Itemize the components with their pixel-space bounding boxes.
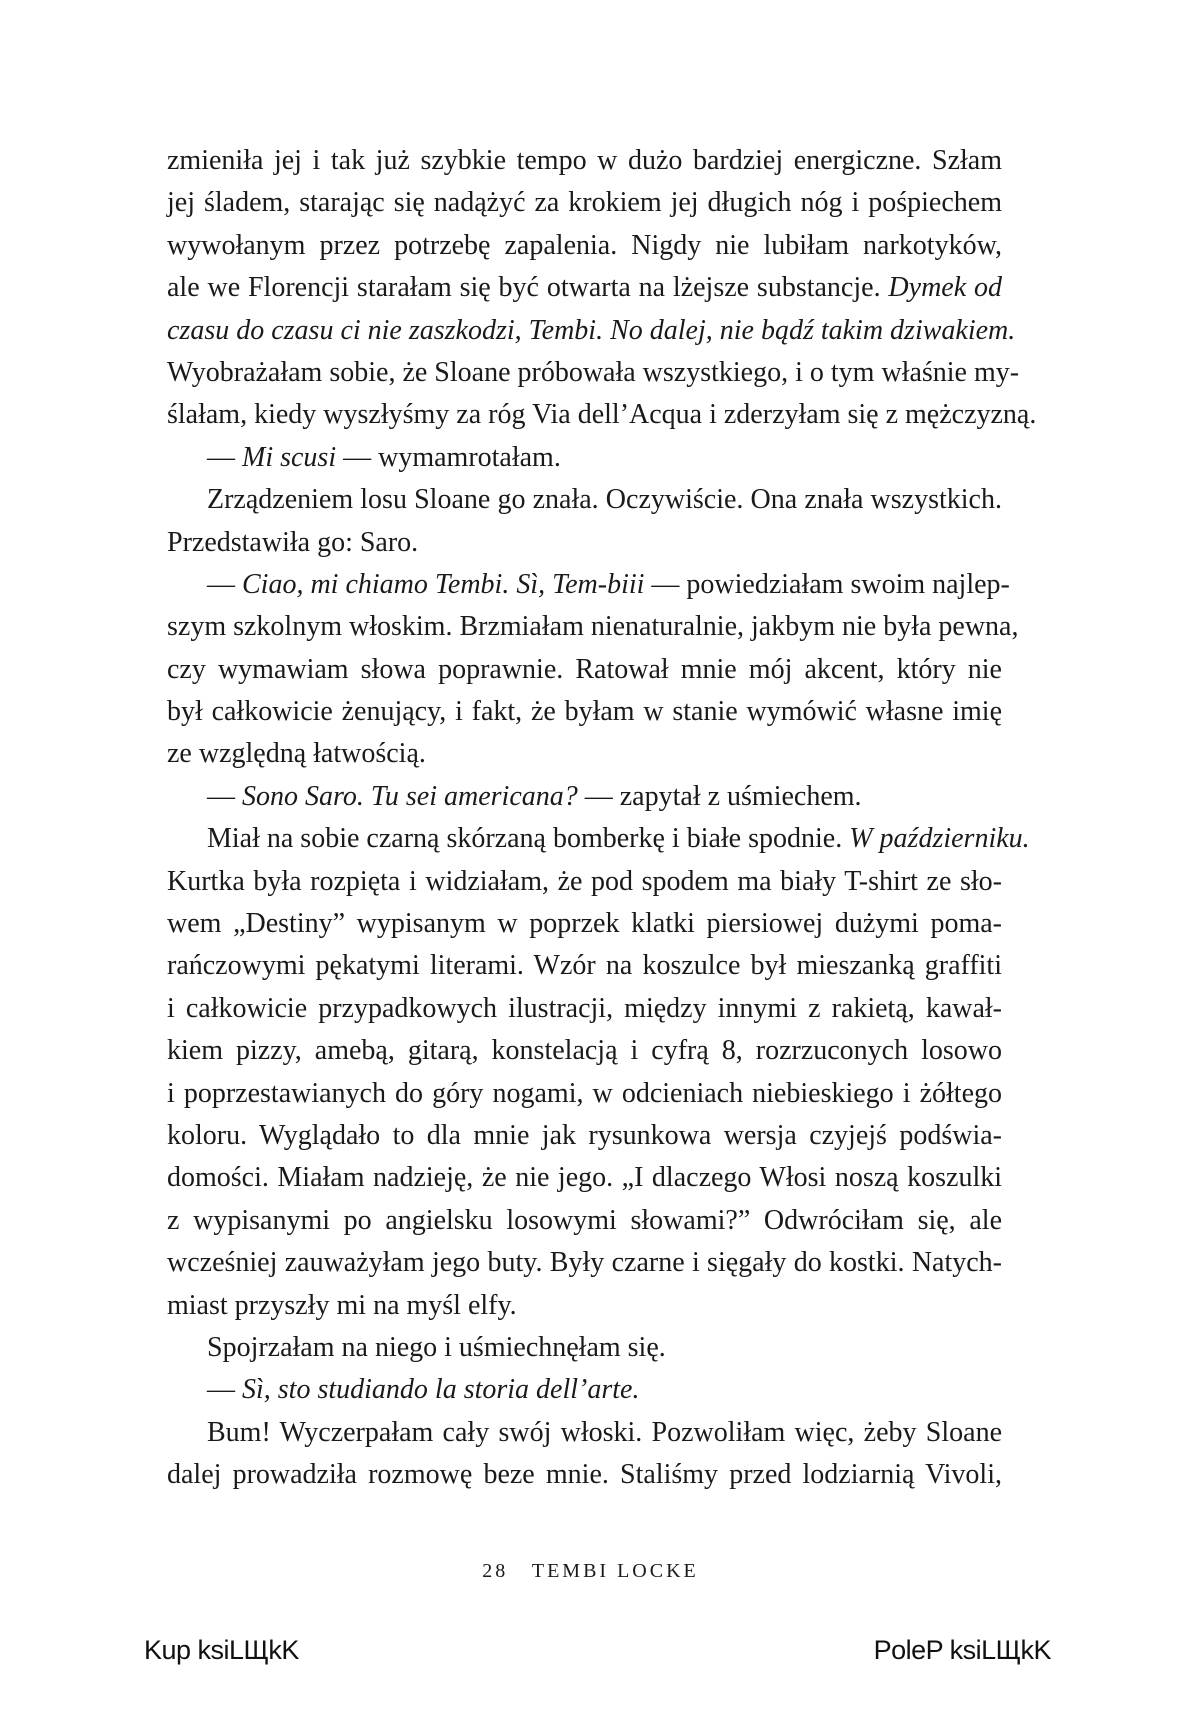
text-segment: i poprzestawianych do góry nogami, w odcieniach niebieskiego i żółtego xyxy=(167,1077,1002,1109)
text-segment: szym szkolnym włoskim. Brzmiałam nienaturalnie, jakbym nie była pewna, xyxy=(167,611,1019,643)
text-line xyxy=(167,225,1002,267)
text-segment: Bum! Wyczerpałam cały swój włoski. Pozwoliłam więc, żeby Sloane xyxy=(207,1416,1002,1448)
page-footer xyxy=(0,1560,1181,1583)
text-line xyxy=(167,903,1002,945)
text-segment: wcześniej zauważyłam jego buty. Były czarne i sięgały do kostki. Natych- xyxy=(167,1247,1002,1279)
text-line xyxy=(167,1115,1002,1157)
text-segment: ślałam, kiedy wyszłyśmy za róg Via dell’Acqua i zderzyłam się z mężczyzną. xyxy=(167,399,1037,431)
text-line xyxy=(167,649,1002,691)
italic-text: Ciao, mi chiamo Tembi. Sì, Tem-biii xyxy=(242,568,645,600)
italic-text: Sì, sto studiando la storia dell’arte. xyxy=(242,1374,640,1406)
text-line xyxy=(167,988,1002,1030)
text-segment: czy wymawiam słowa poprawnie. Ratował mnie mój akcent, który nie xyxy=(167,653,1002,685)
text-segment: wywołanym przez potrzebę zapalenia. Nigdy nie lubiłam narkotyków, xyxy=(167,229,1002,261)
buy-book-link[interactable]: Kup ksiLЩkK xyxy=(144,1635,299,1665)
text-line xyxy=(167,945,1002,987)
text-segment: jej śladem, starając się nadążyć za krokiem jej długich nóg i pośpiechem xyxy=(167,187,1002,219)
italic-text: Sono Saro. Tu sei americana? xyxy=(242,780,578,812)
text-line xyxy=(167,1285,1002,1327)
text-segment: miast przyszły mi na myśl elfy. xyxy=(167,1289,517,1321)
text-segment: koloru. Wyglądało to dla mnie jak rysunkowa wersja czyjejś podświa- xyxy=(167,1119,1002,1151)
text-line xyxy=(167,267,1002,309)
page-body-text xyxy=(167,140,1037,1497)
footer-spacer xyxy=(516,1560,524,1582)
running-header-author: TEMBI LOCKE xyxy=(531,1560,699,1582)
italic-text: W październiku. xyxy=(849,823,1030,855)
recommend-book-link[interactable]: PoleP ksiLЩkK xyxy=(873,1635,1051,1665)
text-segment: — powiedziałam swoim najlep- xyxy=(644,568,1010,600)
text-segment: ale we Florencji starałam się być otwarta na lżejsze substancje. xyxy=(167,272,889,304)
text-segment: Kurtka była rozpięta i widziałam, że pod spodem ma biały T-shirt ze sło- xyxy=(167,865,1002,897)
text-line xyxy=(167,733,1002,775)
text-line xyxy=(167,437,1002,479)
text-line xyxy=(167,606,1019,648)
text-line xyxy=(167,1073,1002,1115)
text-line xyxy=(167,861,1002,903)
text-line xyxy=(167,776,1002,818)
text-segment: — wymamrotałam. xyxy=(336,441,561,473)
page-number: 28 xyxy=(482,1560,509,1582)
text-line xyxy=(167,1030,1002,1072)
text-line xyxy=(167,1200,1002,1242)
text-segment: rańczowymi pękatymi literami. Wzór na koszulce był mieszanką graffiti xyxy=(167,950,1002,982)
text-segment: wem „Destiny” wypisanym w poprzek klatki piersiowej dużymi poma- xyxy=(167,908,1002,940)
text-segment: Zrządzeniem losu Sloane go znała. Oczywiście. Ona znała wszystkich. xyxy=(207,484,1002,516)
text-line xyxy=(167,1412,1002,1454)
text-line xyxy=(167,310,1016,352)
text-line xyxy=(167,818,1030,860)
text-line xyxy=(167,1327,1002,1369)
text-segment: Spojrzałam na niego i uśmiechnęłam się. xyxy=(207,1331,666,1363)
text-segment: Przedstawiła go: Saro. xyxy=(167,526,419,558)
italic-text: Mi scusi xyxy=(242,441,337,473)
text-line xyxy=(167,1157,1002,1199)
text-segment: i całkowicie przypadkowych ilustracji, między innymi z rakietą, kawał- xyxy=(167,992,1002,1024)
text-segment: domości. Miałam nadzieję, że nie jego. „I dlaczego Włosi noszą koszulki xyxy=(167,1162,1002,1194)
text-segment: był całkowicie żenujący, i fakt, że byłam w stanie wymówić własne imię xyxy=(167,696,1002,728)
text-segment: — xyxy=(207,568,242,600)
text-segment: Wyobrażałam sobie, że Sloane próbowała wszystkiego, i o tym właśnie my- xyxy=(167,356,1020,388)
text-segment: dalej prowadziła rozmowę beze mnie. Staliśmy przed lodziarnią Vivoli, xyxy=(167,1459,1002,1491)
text-segment: ze względną łatwością. xyxy=(167,738,426,770)
text-line xyxy=(167,1242,1002,1284)
text-line xyxy=(167,564,1010,606)
text-segment: — xyxy=(207,780,242,812)
text-segment: — xyxy=(207,1374,242,1406)
text-line xyxy=(167,182,1002,224)
text-line xyxy=(167,1369,1002,1411)
text-segment: — zapytał z uśmiechem. xyxy=(577,780,862,812)
text-segment: Miał na sobie czarną skórzaną bomberkę i białe spodnie. xyxy=(207,823,850,855)
text-line xyxy=(167,479,1002,521)
italic-text: czasu do czasu ci nie zaszkodzi, Tembi. No dalej, nie bądź takim dziwakiem. xyxy=(167,314,1016,346)
text-line xyxy=(167,691,1002,733)
text-line xyxy=(167,522,1002,564)
text-line xyxy=(167,1454,1002,1496)
text-segment: z wypisanymi po angielsku losowymi słowami?” Odwróciłam się, ale xyxy=(167,1204,1002,1236)
text-segment: kiem pizzy, amebą, gitarą, konstelacją i cyfrą 8, rozrzuconych losowo xyxy=(167,1035,1002,1067)
text-segment: zmieniła jej i tak już szybkie tempo w dużo bardziej energiczne. Szłam xyxy=(167,145,1002,176)
text-line xyxy=(167,352,1020,394)
italic-text: Dymek od xyxy=(888,272,1002,304)
text-segment: — xyxy=(207,441,242,473)
text-line xyxy=(167,394,1037,436)
text-line xyxy=(167,140,1002,182)
